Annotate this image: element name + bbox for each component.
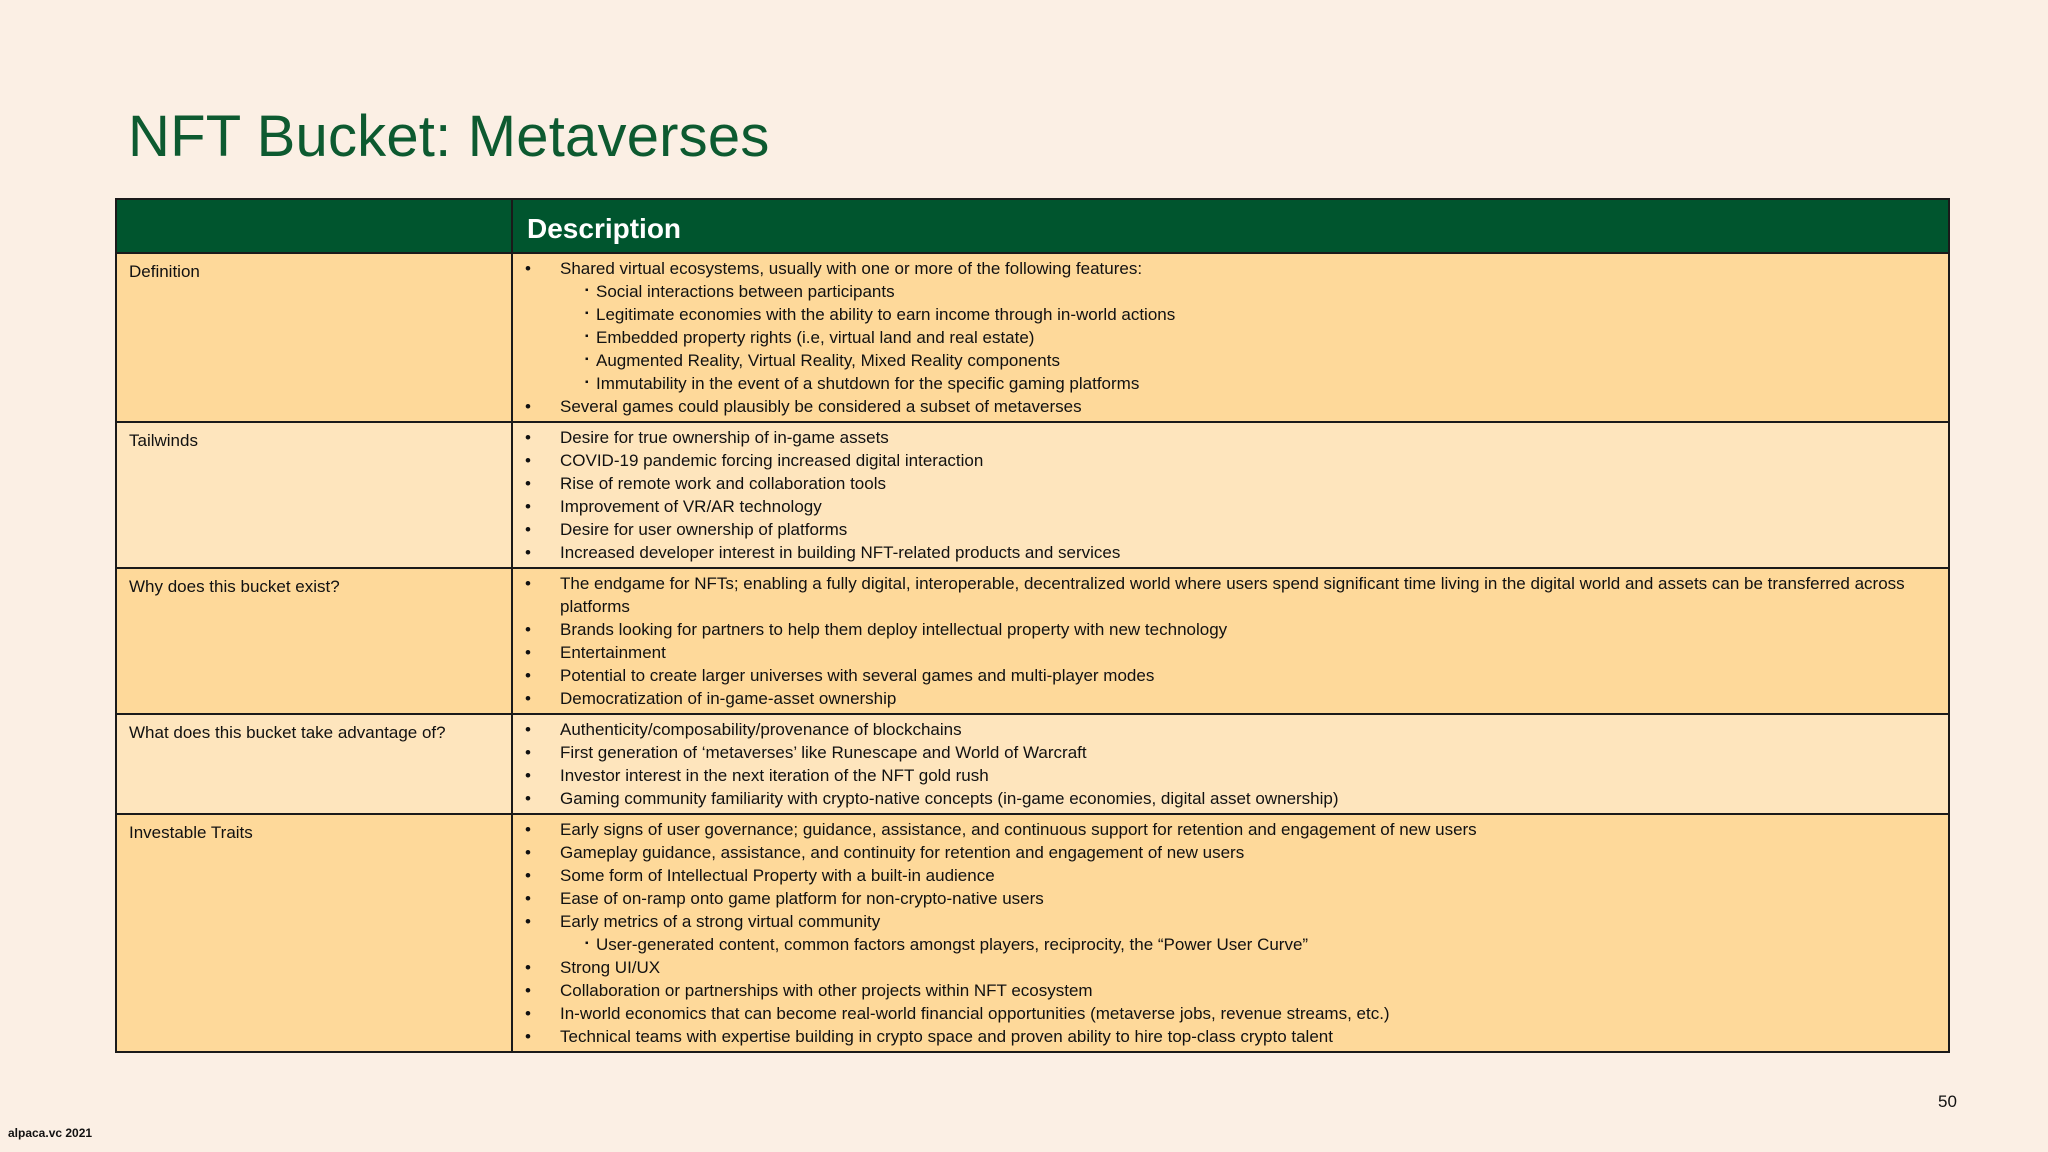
sub-bullet-item: ▪ Immutability in the event of a shutdown for the specific gaming platforms [525, 372, 1938, 395]
bullet-list [513, 715, 1948, 813]
sub-bullet-item: ▪ Augmented Reality, Virtual Reality, Mixed Reality components [525, 349, 1938, 372]
table-row [116, 422, 1949, 568]
row-label: Why does this bucket exist? [116, 568, 512, 714]
row-description [512, 422, 1949, 568]
slide-title: NFT Bucket: Metaverses [128, 104, 770, 169]
bullet-item: • Ease of on-ramp onto game platform for non-crypto-native users [525, 887, 1938, 910]
row-label: Tailwinds [116, 422, 512, 568]
bullet-item: • Increased developer interest in building NFT-related products and services [525, 541, 1938, 564]
bullet-item: • Potential to create larger universes with several games and multi-player modes [525, 664, 1938, 687]
bullet-item: • In-world economics that can become real-world financial opportunities (metaverse jobs, revenue streams, etc.) [525, 1002, 1938, 1025]
bullet-item: • Collaboration or partnerships with other projects within NFT ecosystem [525, 979, 1938, 1002]
page-number: 50 [1938, 1092, 1957, 1111]
bullet-item: • Early metrics of a strong virtual community [525, 910, 1938, 933]
bullet-list [513, 815, 1948, 1051]
bucket-table [115, 198, 1950, 1053]
bullet-item: • Investor interest in the next iteration of the NFT gold rush [525, 764, 1938, 787]
sub-bullet-item: ▪ Embedded property rights (i.e, virtual land and real estate) [525, 326, 1938, 349]
table-row [116, 814, 1949, 1052]
sub-bullet-item: ▪ User-generated content, common factors amongst players, reciprocity, the “Power User Curve” [525, 933, 1938, 956]
table-row [116, 714, 1949, 814]
bullet-item: • Some form of Intellectual Property with a built-in audience [525, 864, 1938, 887]
bullet-list [513, 569, 1948, 713]
bullet-item: • Desire for true ownership of in-game assets [525, 426, 1938, 449]
table-row [116, 253, 1949, 422]
bullet-list [513, 423, 1948, 567]
bullet-item: • Improvement of VR/AR technology [525, 495, 1938, 518]
header-label-cell [116, 199, 512, 253]
row-description [512, 568, 1949, 714]
bullet-item: • Shared virtual ecosystems, usually with one or more of the following features: [525, 257, 1938, 280]
bullet-item: • Strong UI/UX [525, 956, 1938, 979]
table-header-row [116, 199, 1949, 253]
row-label: Definition [116, 253, 512, 422]
bullet-item: • Early signs of user governance; guidance, assistance, and continuous support for retention and engagement of new users [525, 818, 1938, 841]
bullet-list [513, 254, 1948, 421]
bullet-item: • Several games could plausibly be considered a subset of metaverses [525, 395, 1938, 418]
bullet-item: • Rise of remote work and collaboration tools [525, 472, 1938, 495]
row-label: Investable Traits [116, 814, 512, 1052]
bullet-item: • Authenticity/composability/provenance of blockchains [525, 718, 1938, 741]
bullet-item: • Brands looking for partners to help them deploy intellectual property with new technology [525, 618, 1938, 641]
table-row [116, 568, 1949, 714]
bullet-item: • Gaming community familiarity with crypto-native concepts (in-game economies, digital asset ownership) [525, 787, 1938, 810]
sub-bullet-item: ▪ Social interactions between participants [525, 280, 1938, 303]
row-description [512, 714, 1949, 814]
row-description [512, 814, 1949, 1052]
sub-bullet-item: ▪ Legitimate economies with the ability to earn income through in-world actions [525, 303, 1938, 326]
bullet-item: • First generation of ‘metaverses’ like Runescape and World of Warcraft [525, 741, 1938, 764]
footer-brand: alpaca.vc 2021 [8, 1126, 93, 1140]
bullet-item: • Gameplay guidance, assistance, and continuity for retention and engagement of new users [525, 841, 1938, 864]
bullet-item: • Entertainment [525, 641, 1938, 664]
row-label: What does this bucket take advantage of? [116, 714, 512, 814]
bullet-item: • COVID-19 pandemic forcing increased digital interaction [525, 449, 1938, 472]
bullet-item: • Democratization of in-game-asset ownership [525, 687, 1938, 710]
header-description-cell: Description [512, 199, 1949, 253]
bullet-item: • The endgame for NFTs; enabling a fully digital, interoperable, decentralized world where users spend significant time living in the digital world and assets can be transferred across platforms [525, 572, 1938, 618]
bullet-item: • Technical teams with expertise building in crypto space and proven ability to hire top-class crypto talent [525, 1025, 1938, 1048]
bullet-item: • Desire for user ownership of platforms [525, 518, 1938, 541]
row-description [512, 253, 1949, 422]
